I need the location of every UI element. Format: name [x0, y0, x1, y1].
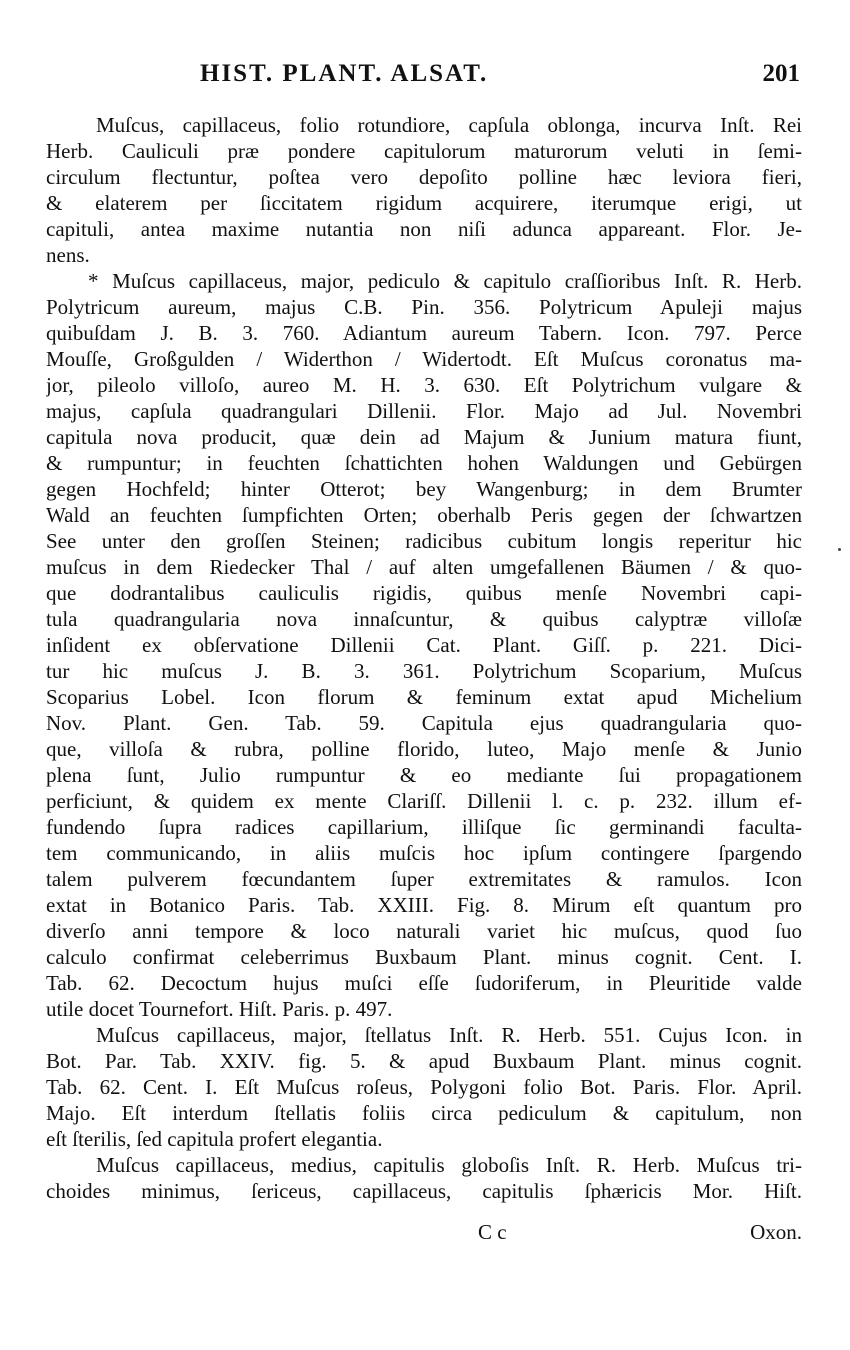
- ink-speck: [838, 548, 841, 551]
- text-line: capituli, antea maxime nutantia non niſi adunca appareant. Flor. Je-: [46, 217, 802, 241]
- text-line: Majo. Eſt interdum ſtellatis foliis circa pediculum & capitulum, non: [46, 1101, 802, 1125]
- text-line: que, villoſa & rubra, polline florido, luteo, Majo menſe & Junio: [46, 737, 802, 761]
- text-line: muſcus in dem Riedecker Thal / auf alten umgefallenen Bäumen / & quo-: [46, 555, 802, 579]
- text-line: que dodrantalibus cauliculis rigidis, quibus menſe Novembri capi-: [46, 581, 802, 605]
- text-line: inſident ex obſervatione Dillenii Cat. Plant. Giſſ. p. 221. Dici-: [46, 633, 802, 657]
- text-line: Muſcus capillaceus, medius, capitulis globoſis Inſt. R. Herb. Muſcus tri-: [96, 1153, 802, 1177]
- text-line: See unter den groſſen Steinen; radicibus cubitum longis reperitur hic: [46, 529, 802, 553]
- text-line: capitula nova producit, quæ dein ad Majum & Junium matura fiunt,: [46, 425, 802, 449]
- text-line: Nov. Plant. Gen. Tab. 59. Capitula ejus quadrangularia quo-: [46, 711, 802, 735]
- text-line: Wald an feuchten ſumpfichten Orten; oberhalb Peris gegen der ſchwartzen: [46, 503, 802, 527]
- text-line: utile docet Tournefort. Hiſt. Paris. p. 497.: [46, 997, 393, 1021]
- running-title: HIST. PLANT. ALSAT.: [200, 60, 489, 87]
- text-line: & rumpuntur; in feuchten ſchattichten hohen Waldungen und Gebürgen: [46, 451, 802, 475]
- text-line: nens.: [46, 243, 90, 267]
- body-text: [46, 112, 802, 1204]
- text-line: & elaterem per ſiccitatem rigidum acquirere, iterumque erigi, ut: [46, 191, 802, 215]
- text-line: talem pulverem fœcundantem ſuper extremitates & ramulos. Icon: [46, 867, 802, 891]
- text-line: Tab. 62. Decoctum hujus muſci eſſe ſudoriferum, in Pleuritide valde: [46, 971, 802, 995]
- text-line: Mouſſe, Großgulden / Widerthon / Widertodt. Eſt Muſcus coronatus ma-: [46, 347, 802, 371]
- text-line: Polytricum aureum, majus C.B. Pin. 356. Polytricum Apuleji majus: [46, 295, 802, 319]
- text-line: jor, pileolo villoſo, aureo M. H. 3. 630. Eſt Polytrichum vulgare &: [46, 373, 802, 397]
- text-line: Muſcus capillaceus, major, ſtellatus Inſt. R. Herb. 551. Cujus Icon. in: [96, 1023, 802, 1047]
- text-line: Muſcus, capillaceus, folio rotundiore, capſula oblonga, incurva Inſt. Rei: [96, 113, 802, 137]
- text-line: Scoparius Lobel. Icon florum & feminum extat apud Michelium: [46, 685, 802, 709]
- text-line: plena ſunt, Julio rumpuntur & eo mediante ſui propagationem: [46, 763, 802, 787]
- text-line: majus, capſula quadrangulari Dillenii. Flor. Majo ad Jul. Novembri: [46, 399, 802, 423]
- text-line: tur hic muſcus J. B. 3. 361. Polytrichum Scoparium, Muſcus: [46, 659, 802, 683]
- text-line: tula quadrangularia nova innaſcuntur, & quibus calyptræ villoſæ: [46, 607, 802, 631]
- text-line: extat in Botanico Paris. Tab. XXIII. Fig. 8. Mirum eſt quantum pro: [46, 893, 802, 917]
- text-line: Bot. Par. Tab. XXIV. fig. 5. & apud Buxbaum Plant. minus cognit.: [46, 1049, 802, 1073]
- page-footer: [46, 1220, 802, 1246]
- catchword: Oxon.: [750, 1220, 802, 1244]
- text-line: diverſo anni tempore & loco naturali variet hic muſcus, quod ſuo: [46, 919, 802, 943]
- page-header: [200, 60, 800, 96]
- text-line: Herb. Cauliculi præ pondere capitulorum maturorum veluti in ſemi-: [46, 139, 802, 163]
- text-line: perficiunt, & quidem ex mente Clariſſ. Dillenii l. c. p. 232. illum ef-: [46, 789, 802, 813]
- signature-mark: C c: [478, 1220, 507, 1244]
- text-line: choides minimus, ſericeus, capillaceus, capitulis ſphæricis Mor. Hiſt.: [46, 1179, 802, 1203]
- text-line: fundendo ſupra radices capillarium, illiſque ſic germinandi faculta-: [46, 815, 802, 839]
- text-line: calculo confirmat celeberrimus Buxbaum Plant. minus cognit. Cent. I.: [46, 945, 802, 969]
- text-line: eſt ſterilis, ſed capitula profert elegantia.: [46, 1127, 383, 1151]
- text-line: quibuſdam J. B. 3. 760. Adiantum aureum Tabern. Icon. 797. Perce: [46, 321, 802, 345]
- text-line: tem communicando, in aliis muſcis hoc ipſum contingere ſpargendo: [46, 841, 802, 865]
- text-line: Tab. 62. Cent. I. Eſt Muſcus roſeus, Polygoni folio Bot. Paris. Flor. April.: [46, 1075, 802, 1099]
- text-line: gegen Hochfeld; hinter Otterot; bey Wangenburg; in dem Brumter: [46, 477, 802, 501]
- text-line: * Muſcus capillaceus, major, pediculo & capitulo craſſioribus Inſt. R. Herb.: [88, 269, 802, 293]
- page-number: 201: [762, 60, 800, 87]
- text-line: circulum flectuntur, poſtea vero depoſito polline hæc leviora fieri,: [46, 165, 802, 189]
